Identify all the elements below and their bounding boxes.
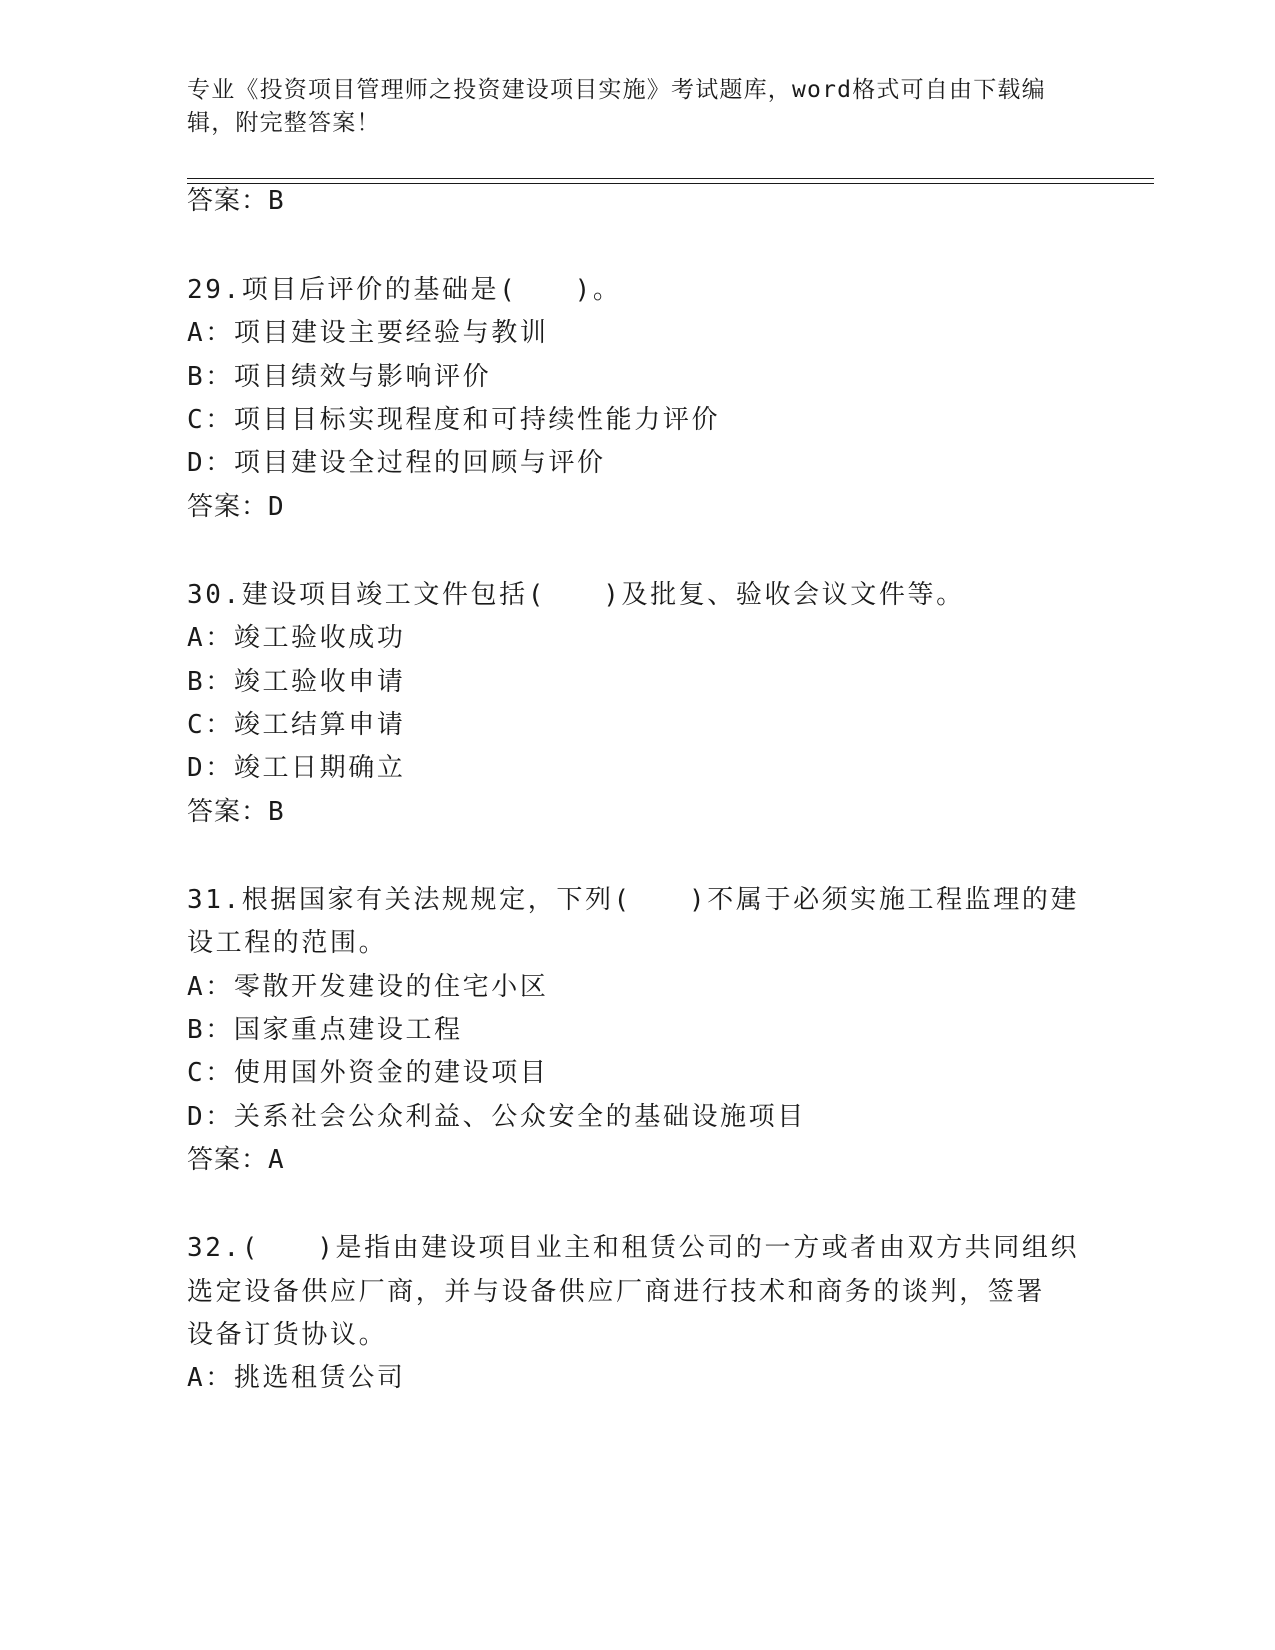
question-text: 30.建设项目竣工文件包括( )及批复、验收会议文件等。 (187, 580, 965, 610)
question-text: 29.项目后评价的基础是( )。 (187, 275, 622, 305)
answer-line: 答案：A (187, 1145, 285, 1175)
option-b: B：项目绩效与影响评价 (187, 362, 492, 392)
option-d: D：竣工日期确立 (187, 753, 406, 783)
question-text: 32.( )是指由建设项目业主和租赁公司的一方或者由双方共同组织 (187, 1233, 1080, 1263)
header-line: 专业《投资项目管理师之投资建设项目实施》考试题库，word格式可自由下载编 (187, 77, 1046, 103)
header-divider (187, 178, 1154, 179)
option-d: D：项目建设全过程的回顾与评价 (187, 448, 606, 478)
option-b: B：竣工验收申请 (187, 667, 406, 697)
header-divider (187, 183, 1154, 184)
option-a: A：零散开发建设的住宅小区 (187, 972, 549, 1002)
option-c: C：使用国外资金的建设项目 (187, 1058, 549, 1088)
question-text: 选定设备供应厂商，并与设备供应厂商进行技术和商务的谈判，签署 (187, 1277, 1046, 1307)
option-a: A：项目建设主要经验与教训 (187, 318, 549, 348)
header-line: 辑，附完整答案！ (187, 110, 381, 136)
question-text: 设工程的范围。 (187, 928, 388, 958)
question-text: 设备订货协议。 (187, 1320, 388, 1350)
answer-line: 答案：B (187, 186, 285, 216)
option-a: A：竣工验收成功 (187, 623, 406, 653)
option-b: B：国家重点建设工程 (187, 1015, 463, 1045)
option-a: A：挑选租赁公司 (187, 1363, 406, 1393)
option-d: D：关系社会公众利益、公众安全的基础设施项目 (187, 1102, 806, 1132)
option-c: C：项目目标实现程度和可持续性能力评价 (187, 405, 721, 435)
question-text: 31.根据国家有关法规规定，下列( )不属于必须实施工程监理的建 (187, 885, 1080, 915)
answer-line: 答案：B (187, 797, 285, 827)
document-header (187, 74, 1067, 140)
answer-line: 答案：D (187, 492, 285, 522)
option-c: C：竣工结算申请 (187, 710, 406, 740)
